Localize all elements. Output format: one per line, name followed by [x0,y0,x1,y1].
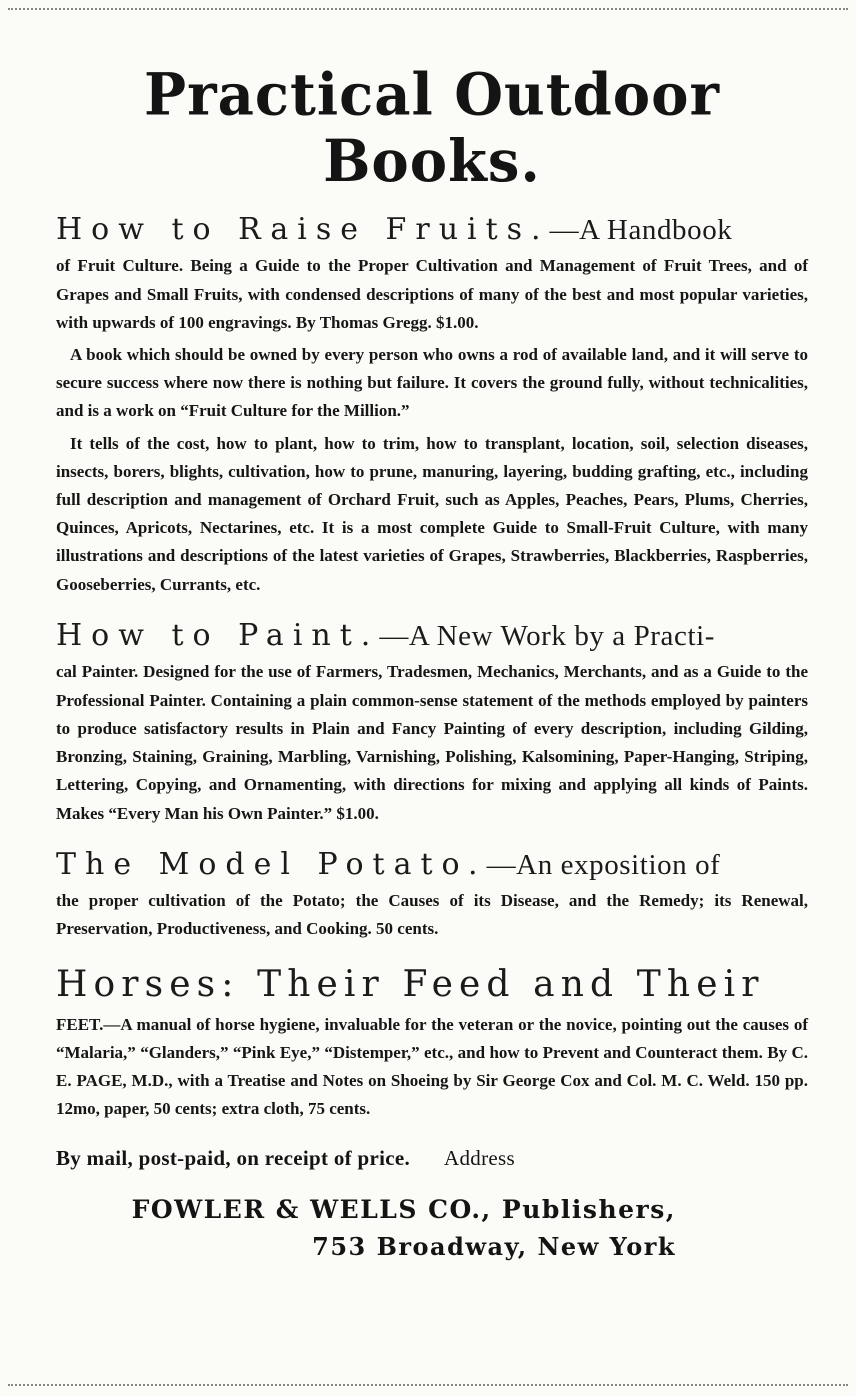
publisher-name: FOWLER & WELLS CO., Publishers, [131,1194,676,1224]
book-paragraph: It tells of the cost, how to plant, how to trim, how to transplant, location, soil, selection diseases, insects, borers, blights, cultivation, how to prune, manuring, layering, budding grafting, etc., including full description and management of Orchard Fruit, such as Apples, Peaches, Pears, Plums, Cherries, Quinces, Apricots, Nectarines, etc. It is a most complete Guide to Small-Fruit Culture, with many illustrations and descriptions of the latest varieties of Grapes, Strawberries, Blackberries, Raspberries, Gooseberries, Currants, etc. [56,433,808,594]
book-paragraph: the proper cultivation of the Potato; the Causes of its Disease, and the Remedy; its Renewal, Preservation, Productiveness, and Cooking. 50 cents. [56,891,808,939]
book-heading-suffix: —A New Work by a Practi- [379,619,715,652]
book-paragraph: of Fruit Culture. Being a Guide to the Proper Cultivation and Management of Fruit Trees, and of Grapes and Small Fruits, with condensed descriptions of many of the best and most popular varieties, with upwards of 100 engravings. By Thomas Gregg. $1.00. [56,256,808,332]
book-heading-line [56,617,808,655]
book-heading: The Model Potato. [56,846,487,882]
book-section-how-to-paint [56,617,808,828]
scan-edge-top [8,8,848,10]
book-heading-suffix: —An exposition of [486,848,721,881]
book-section-raise-fruits [56,211,808,599]
publisher-address: 753 Broadway, New York [312,1231,676,1261]
book-heading: How to Paint. [56,617,380,653]
book-heading: Horses: Their Feed and Their [56,963,765,1005]
book-paragraph: FEET.—A manual of horse hygiene, invaluable for the veteran or the novice, pointing out the causes of “Malaria,” “Glanders,” “Pink Eye,” “Distemper,” etc., and how to Prevent and Counteract them. By C. E. PAGE, M.D., with a Treatise and Notes on Shoeing by Sir George Cox and Col. M. C. Weld. 150 pp. 12mo, paper, 50 cents; extra cloth, 75 cents. [56,1014,808,1119]
book-paragraph: cal Painter. Designed for the use of Farmers, Tradesmen, Mechanics, Merchants, and as a Guide to the Professional Painter. Containing a plain common-sense statement of the methods employed by painters to produce satisfactory results in Plain and Fancy Painting of every description, including Gilding, Bronzing, Staining, Graining, Marbling, Varnishing, Polishing, Kalsomining, Paper-Hanging, Striping, Lettering, Copying, and Ornamenting, with directions for mixing and applying all kinds of Paints. Makes “Every Man his Own Painter.” $1.00. [56,662,808,823]
book-heading-line [56,846,808,884]
scan-edge-bottom [8,1384,848,1386]
book-paragraph: A book which should be owned by every person who owns a rod of available land, and it will serve to secure success where now there is nothing but failure. It covers the ground fully, without technicalities, and is a work on “Fruit Culture for the Million.” [56,344,808,421]
book-heading: How to Raise Fruits. [56,211,550,247]
book-heading-line [56,962,808,1007]
mail-order-line [56,1146,808,1171]
book-section-model-potato [56,846,808,944]
book-heading-suffix: —A Handbook [549,213,733,246]
book-heading-line [56,211,808,249]
page-title: Practical Outdoor Books. [143,60,720,196]
publisher-block [56,1195,808,1261]
mail-order-text: By mail, post-paid, on receipt of price. [56,1145,411,1170]
address-label: Address [444,1145,515,1170]
book-section-horses [56,962,808,1124]
